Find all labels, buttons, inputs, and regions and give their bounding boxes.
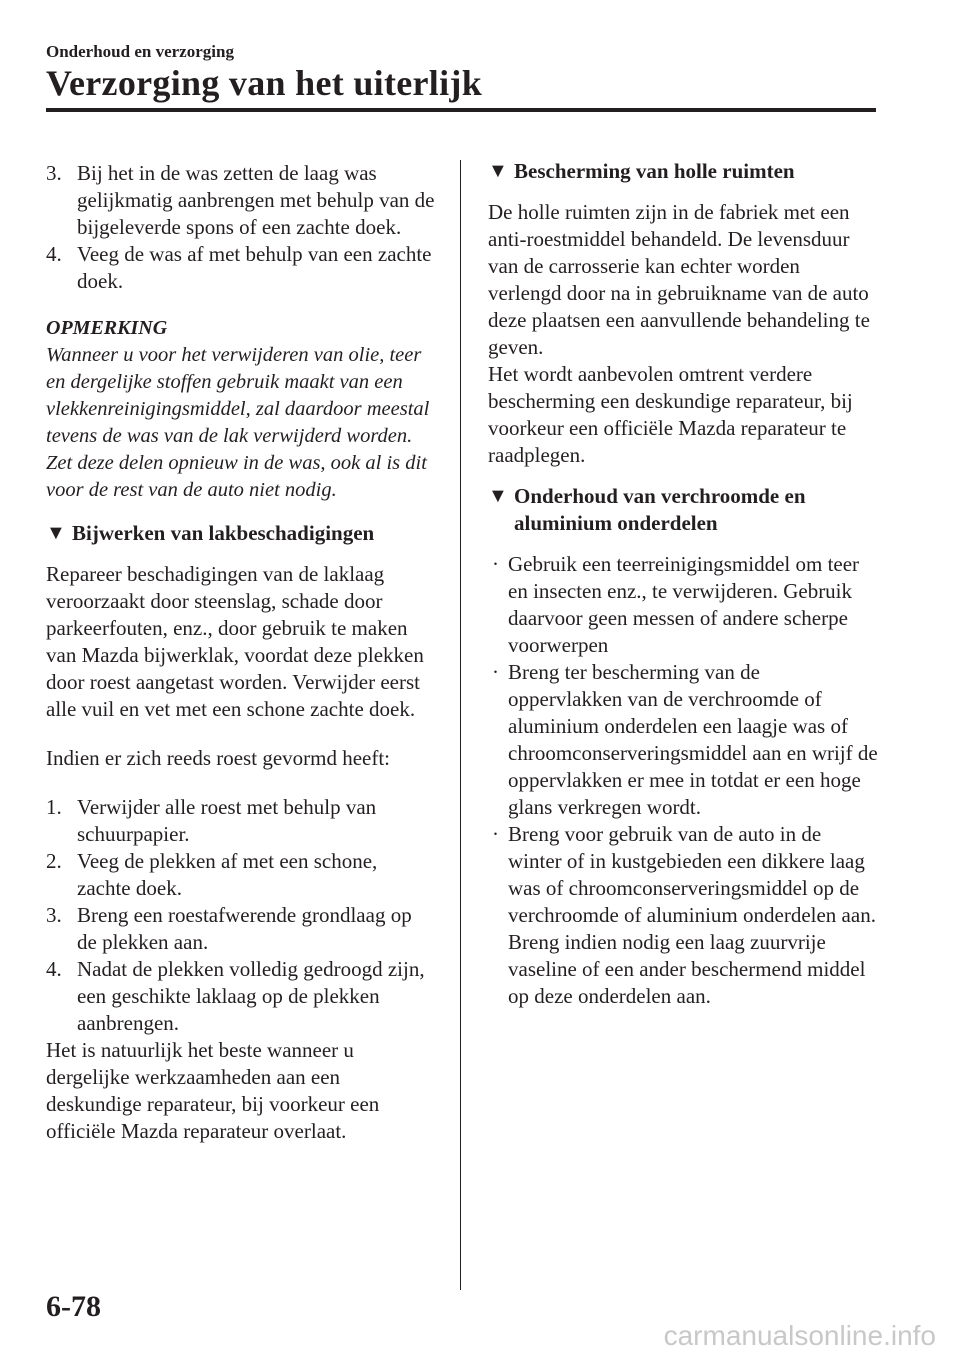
bullet-icon: ·	[492, 822, 499, 846]
page-number: 6-78	[46, 1290, 101, 1323]
step-text: Breng een roestafwerende grondlaag op de plekken aan.	[77, 903, 412, 954]
wax-step	[46, 241, 436, 295]
bullet-item	[488, 821, 878, 1010]
rust-step	[46, 956, 436, 1037]
bullet-item	[488, 659, 878, 821]
wax-step	[46, 160, 436, 241]
step-number: 1.	[46, 795, 62, 819]
step-text: Veeg de was af met behulp van een zachte doek.	[77, 242, 432, 293]
triangle-down-icon: ▼	[488, 485, 508, 507]
section-heading	[488, 158, 878, 185]
section-title: Bescherming van holle ruimten	[514, 159, 795, 183]
rust-step	[46, 902, 436, 956]
bullet-item	[488, 551, 878, 659]
step-number: 3.	[46, 903, 62, 927]
section-heading	[488, 483, 878, 537]
section-title: Bijwerken van lakbeschadigingen	[72, 521, 375, 545]
step-text: Veeg de plekken af met een schone, zachte doek.	[77, 849, 378, 900]
section-heading	[46, 520, 436, 547]
left-column	[46, 160, 436, 1145]
step-number: 4.	[46, 957, 62, 981]
section-paragraph: Het wordt aanbevolen omtrent verdere bescherming een deskundige reparateur, bij voorkeur een officiële Mazda reparateur te raadplegen.	[488, 362, 853, 467]
bullet-text: Gebruik een teerreinigingsmiddel om teer en insecten enz., te verwijderen. Gebruik daarvoor geen messen of andere scherpe voorwerpen	[508, 552, 860, 657]
triangle-down-icon: ▼	[46, 522, 66, 544]
right-column	[488, 158, 878, 1010]
column-divider	[460, 160, 461, 1290]
step-number: 2.	[46, 849, 62, 873]
rust-step	[46, 794, 436, 848]
bullet-icon: ·	[492, 552, 499, 576]
step-number: 3.	[46, 161, 62, 185]
step-text: Verwijder alle roest met behulp van schuurpapier.	[77, 795, 377, 846]
closing-paragraph: Het is natuurlijk het beste wanneer u dergelijke werkzaamheden aan een deskundige reparateur, bij voorkeur een officiële Mazda reparateur overlaat.	[46, 1038, 380, 1143]
header-rule	[46, 108, 876, 112]
step-text: Bij het in de was zetten de laag was gelijkmatig aanbrengen met behulp van de bijgeleverde spons of een zachte doek.	[77, 161, 435, 239]
bullet-text: Breng ter bescherming van de oppervlakken van de verchroomde of aluminium onderdelen een laagje was of chroomconserveringsmiddel aan en wrijf de oppervlakken er mee in totdat er een hoge glans verkregen wordt.	[508, 660, 878, 819]
chapter-label: Onderhoud en verzorging	[46, 42, 234, 61]
note-text: Wanneer u voor het verwijderen van olie, teer en dergelijke stoffen gebruik maakt van een vlekkenreinigingsmiddel, zal daardoor meestal tevens de was van de lak verwijderd worden. Zet deze delen opnieuw in de was, ook al is dit voor de rest van de auto niet nodig.	[46, 344, 430, 501]
triangle-down-icon: ▼	[488, 160, 508, 182]
page-title: Verzorging van het uiterlijk	[46, 63, 483, 103]
rust-intro: Indien er zich reeds roest gevormd heeft:	[46, 746, 391, 770]
section-paragraph: Repareer beschadigingen van de laklaag veroorzaakt door steenslag, schade door parkeerfouten, enz., door gebruik te maken van Mazda bijwerklak, voordat deze plekken door roest aangetast worden. Verwijder eerst alle vuil en vet met een schone zachte doek.	[46, 562, 424, 721]
step-number: 4.	[46, 242, 62, 266]
bullet-text: Breng voor gebruik van de auto in de winter of in kustgebieden een dikkere laag was of chroomconserveringsmiddel op de verchroomde of aluminium onderdelen aan. Breng indien nodig een laag zuurvrije vaseline of een ander beschermend middel op deze onderdelen aan.	[508, 822, 876, 1008]
watermark: carmanualsonline.info	[663, 1320, 936, 1351]
section-paragraph: De holle ruimten zijn in de fabriek met een anti-roestmiddel behandeld. De levensduur van de carrosserie kan echter worden verlengd door na in gebruikname van de auto deze plaatsen een aanvullende behandeling te geven.	[488, 200, 870, 359]
note-title: OPMERKING	[46, 317, 168, 339]
bullet-icon: ·	[492, 660, 499, 684]
rust-step	[46, 848, 436, 902]
section-title: Onderhoud van verchroomde en aluminium onderdelen	[514, 484, 806, 535]
step-text: Nadat de plekken volledig gedroogd zijn, een geschikte laklaag op de plekken aanbrengen.	[77, 957, 425, 1035]
